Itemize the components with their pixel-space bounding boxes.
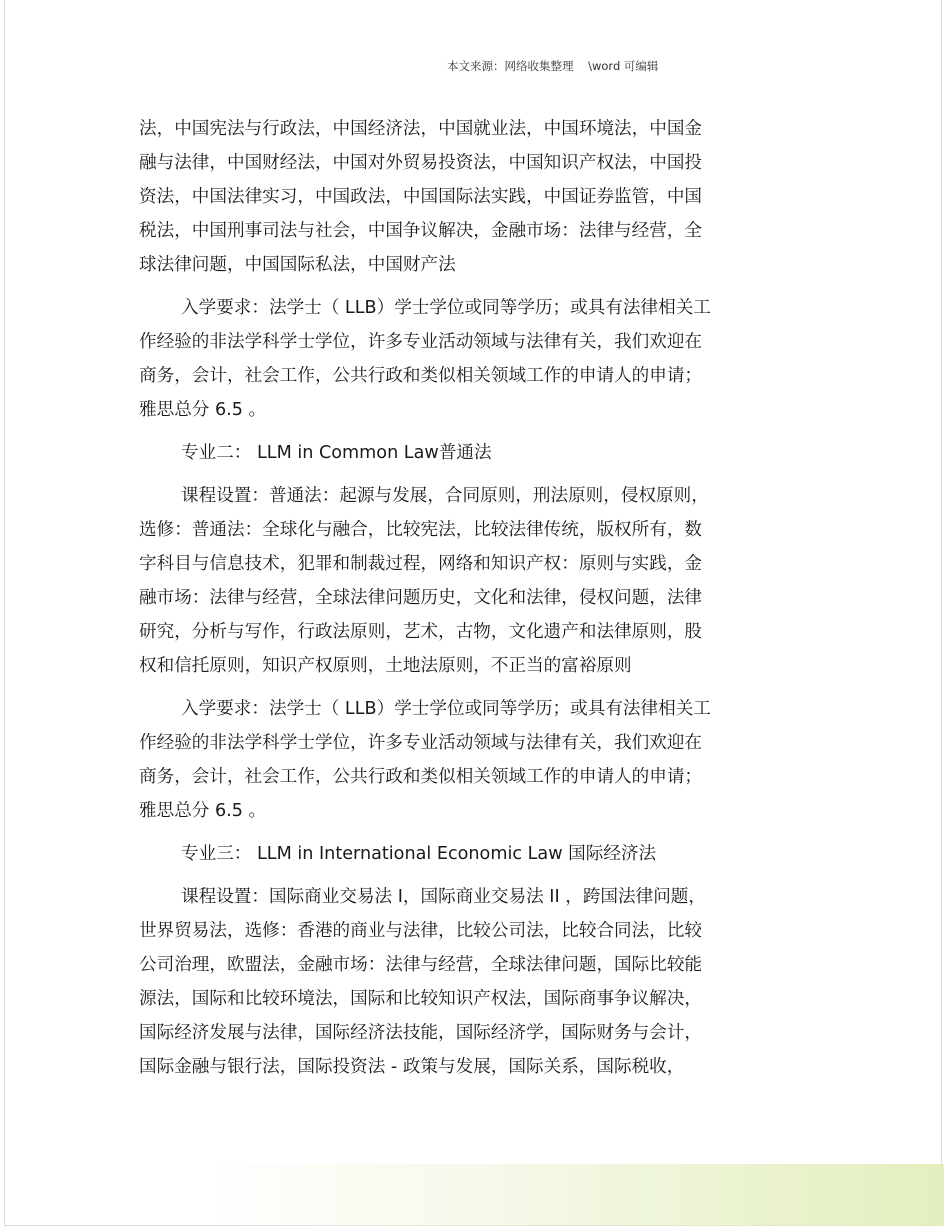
text-line: 公司治理，欧盟法，金融市场：法律与经营，全球法律问题，国际比较能: [139, 955, 703, 975]
text-line: 资法，中国法律实习，中国政法，中国国际法实践，中国证券监管，中国: [139, 187, 703, 207]
text-line: 源法，国际和比较环境法，国际和比较知识产权法，国际商事争议解决，: [139, 989, 703, 1009]
text-line: 商务，会计，社会工作，公共行政和类似相关领域工作的申请人的申请；: [139, 767, 703, 787]
text-line: 专业二： LLM in Common Law普通法: [181, 443, 492, 463]
text-line: 法，中国宪法与行政法，中国经济法，中国就业法，中国环境法，中国金: [139, 119, 703, 139]
heading-program-two: [139, 436, 799, 470]
paragraph-courses-common-law: [139, 479, 799, 683]
footer-decoration: [200, 1164, 944, 1226]
paragraph-courses-china-law: [139, 112, 799, 282]
text-line: 雅思总分 6.5 。: [139, 801, 267, 821]
text-line: 字科目与信息技术，犯罪和制裁过程，网络和知识产权：原则与实践，金: [139, 554, 703, 574]
text-line: 融与法律，中国财经法，中国对外贸易投资法，中国知识产权法，中国投: [139, 153, 703, 173]
text-line: 球法律问题，中国国际私法，中国财产法: [139, 255, 456, 275]
header-source-note: 本文来源：网络收集整理 \word 可编辑: [447, 59, 659, 73]
text-line: 国际经济发展与法律，国际经济法技能，国际经济学，国际财务与会计，: [139, 1023, 703, 1043]
paragraph-courses-international-economic-law: [139, 880, 799, 1084]
paragraph-admission-1: [139, 291, 799, 427]
text-line: 权和信托原则，知识产权原则，土地法原则，不正当的富裕原则: [139, 656, 632, 676]
text-line: 商务，会计，社会工作，公共行政和类似相关领域工作的申请人的申请；: [139, 366, 703, 386]
text-line: 作经验的非法学科学士学位，许多专业活动领域与法律有关，我们欢迎在: [139, 332, 703, 352]
text-line: 专业三： LLM in International Economic Law 国际经济法: [181, 844, 657, 864]
text-line: 世界贸易法，选修：香港的商业与法律，比较公司法，比较合同法，比较: [139, 921, 703, 941]
text-line: 课程设置：国际商业交易法 I，国际商业交易法 II ，跨国法律问题，: [181, 887, 706, 907]
text-line: 研究，分析与写作，行政法原则，艺术，古物，文化遗产和法律原则，股: [139, 622, 703, 642]
document-body: [139, 112, 799, 1093]
text-line: 雅思总分 6.5 。: [139, 400, 267, 420]
text-line: 融市场：法律与经营，全球法律问题历史，文化和法律，侵权问题，法律: [139, 588, 703, 608]
heading-program-three: [139, 837, 799, 871]
text-line: 选修：普通法：全球化与融合，比较宪法，比较法律传统，版权所有，数: [139, 520, 703, 540]
text-line: 国际金融与银行法，国际投资法 - 政策与发展，国际关系，国际税收，: [139, 1057, 685, 1077]
text-line: 税法，中国刑事司法与社会，中国争议解决，金融市场：法律与经营，全: [139, 221, 703, 241]
text-line: 课程设置：普通法：起源与发展，合同原则，刑法原则，侵权原则，: [181, 486, 709, 506]
text-line: 作经验的非法学科学士学位，许多专业活动领域与法律有关，我们欢迎在: [139, 733, 703, 753]
paragraph-admission-2: [139, 692, 799, 828]
text-line: 入学要求：法学士（ LLB）学士学位或同等学历；或具有法律相关工: [181, 699, 711, 719]
text-line: 入学要求：法学士（ LLB）学士学位或同等学历；或具有法律相关工: [181, 298, 711, 318]
